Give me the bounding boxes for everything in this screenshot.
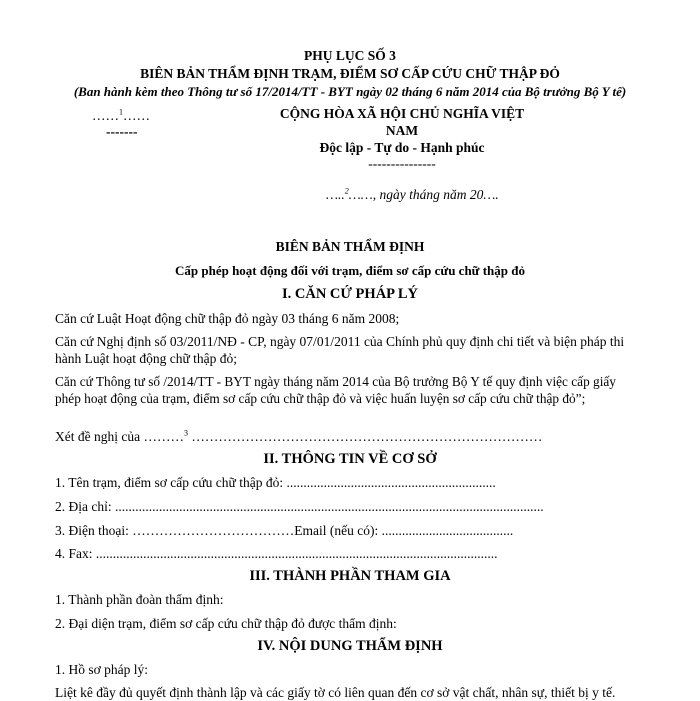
- proposal-dots: ……………………………………………………………………: [187, 429, 543, 444]
- legal-basis-law: Căn cứ Luật Hoạt động chữ thập đỏ ngày 03 tháng 6 năm 2008;: [55, 311, 400, 326]
- date-text: ……, ngày tháng năm 20….: [348, 187, 499, 202]
- legal-basis-decree: Căn cứ Nghị định số 03/2011/NĐ - CP, ngày 07/01/2011 của Chính phủ quy định chi tiết và biện pháp thi hành Luật hoạt động chữ thập đỏ;: [55, 334, 625, 366]
- participants-representative: 2. Đại diện trạm, điểm sơ cấp cứu chữ thập đỏ được thẩm định:: [55, 616, 397, 631]
- proposal-line: [55, 429, 542, 445]
- footnote-marker-3: 3: [183, 428, 188, 438]
- motto-rule: ---------------: [368, 156, 436, 171]
- facility-phone-email-field: 3. Điện thoại: ………………………………Email (nếu có): .......................................: [55, 523, 514, 538]
- section-facility-info: II. THÔNG TIN VỀ CƠ SỞ: [263, 451, 437, 467]
- content-legal-records-detail: Liệt kê đầy đủ quyết định thành lập và các giấy tờ có liên quan đến cơ sở vật chất, nhân sự, thiết bị y tế.: [55, 685, 616, 700]
- date-line: [326, 187, 499, 203]
- facility-fax-field: 4. Fax: .......................................................................................................................: [55, 546, 498, 561]
- issued-by-note: (Ban hành kèm theo Thông tư số 17/2014/TT - BYT ngày 02 tháng 6 năm 2014 của Bộ trưởng Bộ Y tế): [73, 84, 627, 99]
- document-subtitle: Cấp phép hoạt động đối với trạm, điểm sơ cấp cứu chữ thập đỏ: [175, 263, 525, 278]
- nation-line-2: NAM: [385, 123, 419, 138]
- section-legal-basis: I. CĂN CỨ PHÁP LÝ: [281, 286, 418, 302]
- facility-address-field: 2. Địa chỉ: ...............................................................................................................................: [55, 499, 544, 514]
- document-title: BIÊN BẢN THẨM ĐỊNH: [275, 239, 425, 254]
- nation-motto: Độc lập - Tự do - Hạnh phúc: [319, 140, 485, 155]
- org-dashes: -------: [106, 124, 138, 139]
- org-dots-right: ……: [123, 108, 150, 123]
- facility-name-field: 1. Tên trạm, điểm sơ cấp cứu chữ thập đỏ: ..............................................................: [55, 475, 496, 490]
- section-participants: III. THÀNH PHẦN THAM GIA: [249, 568, 451, 584]
- org-dots-left: ……: [92, 108, 119, 123]
- appendix-title: BIÊN BẢN THẨM ĐỊNH TRẠM, ĐIỂM SƠ CẤP CỨU CHỮ THẬP ĐỎ: [140, 66, 560, 81]
- footnote-marker-2: 2: [344, 186, 349, 196]
- footnote-marker-1: 1: [119, 107, 123, 117]
- org-name-placeholder: [92, 108, 150, 124]
- proposal-prefix: Xét đề nghị của ………: [55, 429, 184, 444]
- legal-basis-circular: Căn cứ Thông tư số /2014/TT - BYT ngày tháng năm 2014 của Bộ trưởng Bộ Y tế quy định việc cấp giấy phép hoạt động của trạm, điểm sơ cấp cứu chữ thập đỏ và việc huấn luyện sơ cấp cứu chữ thập đỏ”;: [55, 374, 616, 406]
- section-appraisal-content: IV. NỘI DUNG THẨM ĐỊNH: [257, 638, 443, 654]
- content-legal-records: 1. Hồ sơ pháp lý:: [55, 662, 149, 677]
- participants-team: 1. Thành phần đoàn thẩm định:: [55, 592, 224, 607]
- appendix-label: PHỤ LỤC SỐ 3: [304, 48, 396, 63]
- nation-line-1: CỘNG HÒA XÃ HỘI CHỦ NGHĨA VIỆT: [279, 106, 525, 121]
- date-dots: …..: [326, 187, 345, 202]
